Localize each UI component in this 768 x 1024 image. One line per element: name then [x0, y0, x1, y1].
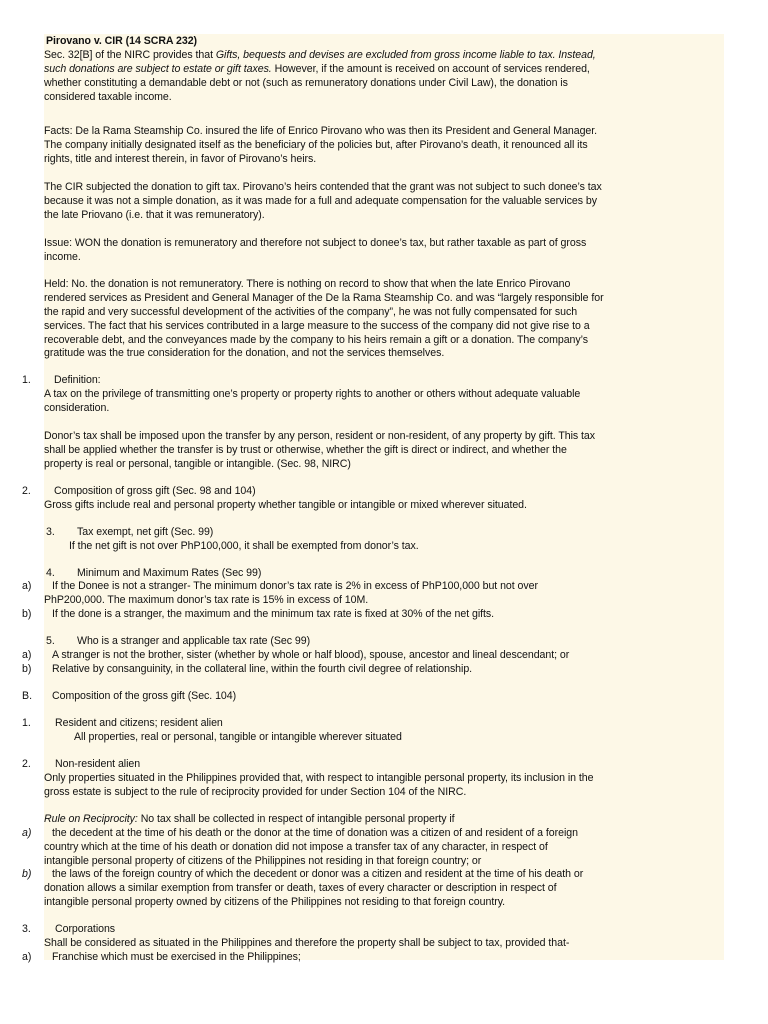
corporations-a-line: Franchise which must be exercised in the Philippines;	[52, 951, 301, 963]
issue-line-2: income.	[44, 251, 81, 263]
rates-a-marker: a)	[22, 580, 32, 592]
rates-heading: Minimum and Maximum Rates (Sec 99)	[77, 567, 262, 579]
corporations-heading: Corporations	[55, 923, 116, 935]
reciprocity-b-line-1: the laws of the foreign country of which the decedent or donor was a citizen and resident at the time of his death or	[52, 868, 584, 880]
intro-line-2: such donations are subject to estate or gift taxes. However, if the amount is received on account of services rendered,	[44, 63, 590, 75]
reciprocity-a-marker: a)	[22, 827, 32, 839]
cir-line-3: the late Priovano (i.e. that it was remuneratory).	[44, 209, 265, 221]
cir-line-2: because it was not a simple donation, as it was made for a full and adequate compensation for the valuable services by	[44, 195, 597, 207]
held-line-5: recoverable debt, and the conveyances made by the company to his heirs remain a gift or a donation. The company’s	[44, 334, 588, 346]
section-b-marker: B.	[22, 690, 33, 702]
definition-line-2: consideration.	[44, 402, 110, 414]
rates-b-line-1: If the done is a stranger, the maximum and the minimum tax rate is fixed at 30% of the net gifts.	[52, 608, 495, 620]
stranger-a-line: A stranger is not the brother, sister (whether by whole or half blood), spouse, ancestor and lineal descendant; or	[52, 649, 570, 661]
donor-tax-line-2: shall be applied whether the transfer is by trust or otherwise, whether the gift is direct or indirect, and whether the	[44, 444, 567, 456]
composition-number: 2.	[22, 485, 31, 497]
reciprocity-b-line-3: intangible personal property owned by citizens of the Philippines not residing to that foreign country.	[44, 896, 506, 908]
held-line-4: services. The fact that his services contributed in a large measure to the success of the company did not give rise to a	[44, 320, 590, 332]
held-line-2: rendered services as President and General Manager of the De la Rama Steamship Co. and was “largely responsible for	[44, 292, 604, 304]
held-line-3: the rapid and very successful development of the activities of the company”, he was not fully compensated for such	[44, 306, 578, 318]
reciprocity-a-line-3: intangible personal property of citizens of the Philippines not residing in that foreign country; or	[44, 855, 482, 867]
reciprocity-b-marker: b)	[22, 868, 32, 880]
definition-heading: Definition:	[54, 374, 101, 386]
facts-line-2: The company initially designated itself as the beneficiary of the policies but, after Pirovano’s death, it renounced all its	[44, 139, 588, 151]
intro-line-1: Sec. 32[B] of the NIRC provides that Gifts, bequests and devises are excluded from gross income liable to tax. Instead,	[44, 49, 596, 61]
reciprocity-rule: Rule on Reciprocity: No tax shall be collected in respect of intangible personal property if	[44, 813, 455, 825]
stranger-b-line: Relative by consanguinity, in the collateral line, within the fourth civil degree of relationship.	[52, 663, 473, 675]
stranger-b-marker: b)	[22, 663, 32, 675]
definition-number: 1.	[22, 374, 31, 386]
case-title: Pirovano v. CIR (14 SCRA 232)	[46, 35, 198, 47]
donor-tax-line-3: property is real or personal, tangible or intangible. (Sec. 98, NIRC)	[44, 458, 351, 470]
corporations-number: 3.	[22, 923, 31, 935]
reciprocity-a-line-1: the decedent at the time of his death or the donor at the time of donation was a citizen of and resident of a foreign	[52, 827, 578, 839]
reciprocity-b-line-2: donation allows a similar exemption from transfer or death, taxes of every character or description in respect of	[44, 882, 557, 894]
stranger-a-marker: a)	[22, 649, 32, 661]
held-line-6: gratitude was the true consideration for the donation, and not the services themselves.	[44, 347, 445, 359]
composition-heading: Composition of gross gift (Sec. 98 and 104)	[54, 485, 256, 497]
cir-line-1: The CIR subjected the donation to gift tax. Pirovano’s heirs contended that the grant was not subject to such donee’s tax	[44, 181, 602, 193]
composition-body: Gross gifts include real and personal property whether tangible or intangible or mixed wherever situated.	[44, 499, 527, 511]
tax-exempt-number: 3.	[46, 526, 55, 538]
nonresident-line-1: Only properties situated in the Philippines provided that, with respect to intangible personal property, its inclusion in the	[44, 772, 594, 784]
nonresident-heading: Non-resident alien	[55, 758, 141, 770]
held-line-1: Held: No. the donation is not remuneratory. There is nothing on record to show that when the late Enrico Pirovano	[44, 278, 571, 290]
stranger-number: 5.	[46, 635, 55, 647]
resident-heading: Resident and citizens; resident alien	[55, 717, 223, 729]
resident-number: 1.	[22, 717, 31, 729]
reciprocity-a-line-2: country which at the time of his death or donation did not impose a transfer tax of any character, in respect of	[44, 841, 548, 853]
document-content	[44, 34, 724, 963]
rates-a-line-1: If the Donee is not a stranger- The minimum donor’s tax rate is 2% in excess of PhP100,000 but not over	[52, 580, 538, 592]
section-b-heading: Composition of the gross gift (Sec. 104)	[52, 690, 237, 702]
donor-tax-line-1: Donor’s tax shall be imposed upon the transfer by any person, resident or non-resident, of any property by gift. This tax	[44, 430, 596, 442]
nonresident-line-2: gross estate is subject to the rule of reciprocity provided for under Section 104 of the NIRC.	[44, 786, 467, 798]
tax-exempt-heading: Tax exempt, net gift (Sec. 99)	[77, 526, 214, 538]
facts-line-3: rights, title and interest therein, in favor of Pirovano’s heirs.	[44, 153, 317, 165]
rates-b-marker: b)	[22, 608, 32, 620]
rates-a-line-2: PhP200,000. The maximum donor’s tax rate is 15% in excess of 10M.	[44, 594, 369, 606]
intro-line-4: considered taxable income.	[44, 91, 172, 103]
definition-line-1: A tax on the privilege of transmitting one’s property or property rights to another or others without adequate valuable	[44, 388, 581, 400]
corporations-body: Shall be considered as situated in the Philippines and therefore the property shall be subject to tax, provided that-	[44, 937, 570, 949]
resident-body: All properties, real or personal, tangible or intangible wherever situated	[74, 731, 402, 743]
corporations-a-marker: a)	[22, 951, 32, 963]
rates-number: 4.	[46, 567, 55, 579]
intro-line-3: whether constituting a demandable debt or not (such as remuneratory donations under Civil Law), the donation is	[44, 77, 568, 89]
stranger-heading: Who is a stranger and applicable tax rate (Sec 99)	[77, 635, 311, 647]
issue-line-1: Issue: WON the donation is remuneratory and therefore not subject to donee’s tax, but rather taxable as part of gross	[44, 237, 587, 249]
nonresident-number: 2.	[22, 758, 31, 770]
tax-exempt-body: If the net gift is not over PhP100,000, it shall be exempted from donor’s tax.	[69, 540, 419, 552]
facts-line-1: Facts: De la Rama Steamship Co. insured the life of Enrico Pirovano who was then its President and General Manager.	[44, 125, 598, 137]
